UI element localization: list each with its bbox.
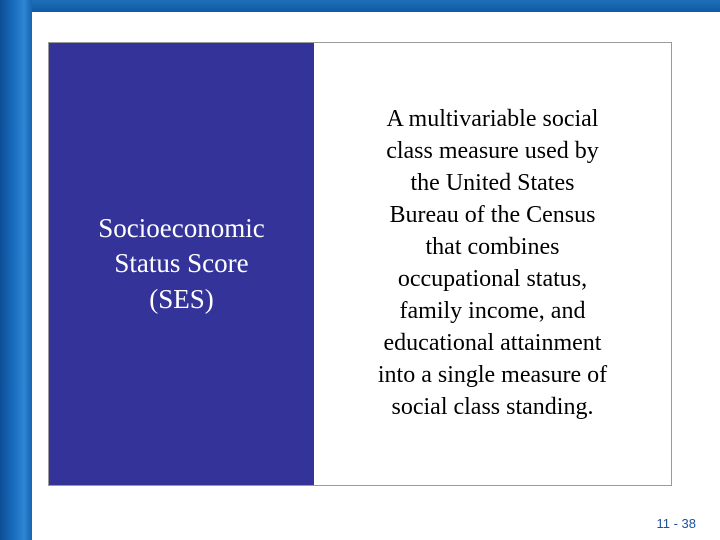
page-number: 11 - 38 [656, 516, 696, 531]
term-title: Socioeconomic Status Score (SES) [98, 213, 265, 314]
definition-text: A multivariable social class measure used by the United States Bureau of the Census that combines occupational status, family income, and educational attainment into a single measure of social class standing. [377, 106, 608, 420]
definition-panel [314, 43, 671, 485]
term-panel [49, 43, 314, 485]
definition-card [48, 42, 672, 486]
top-accent-bar [0, 0, 720, 12]
left-accent-bar [0, 0, 32, 540]
